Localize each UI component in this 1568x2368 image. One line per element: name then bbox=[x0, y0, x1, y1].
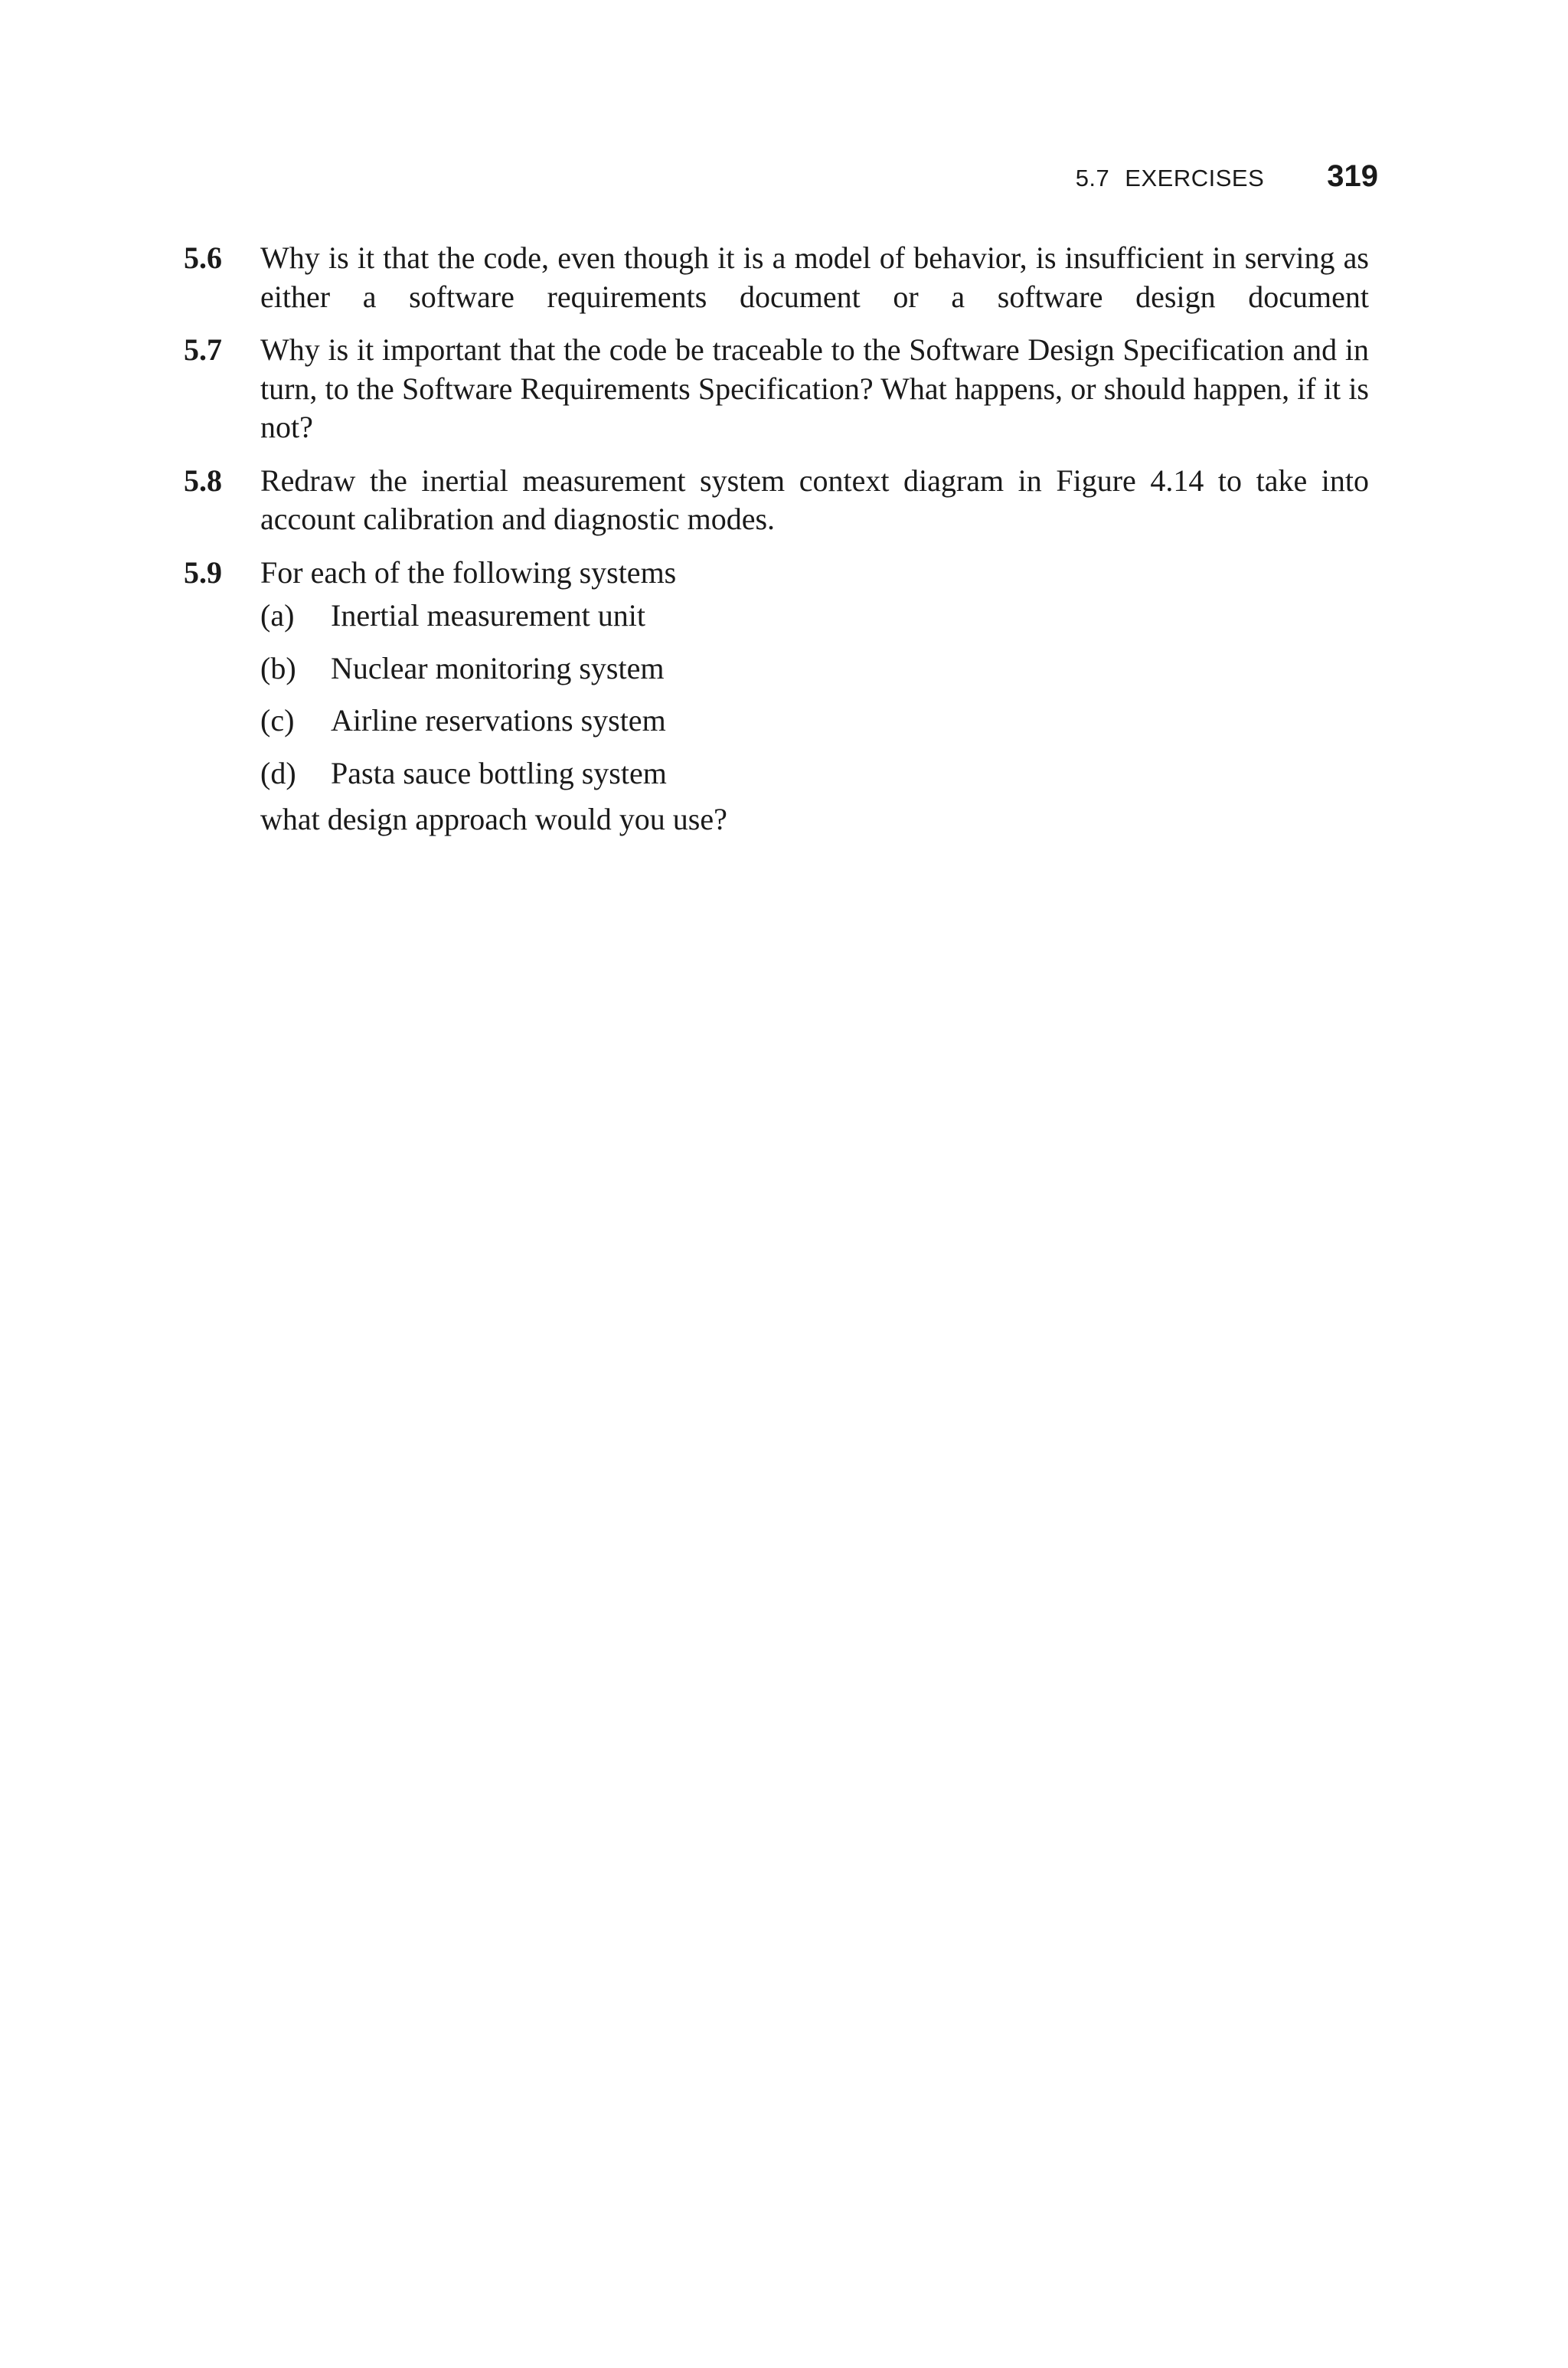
subitem-text: Inertial measurement unit bbox=[331, 598, 645, 633]
exercise-body bbox=[260, 462, 1369, 539]
subitem-label: (a) bbox=[260, 598, 295, 633]
subitem-c bbox=[260, 702, 1369, 741]
exercise-body bbox=[260, 239, 1369, 316]
subitem-label: (d) bbox=[260, 755, 296, 790]
exercise-text: Redraw the inertial measurement system context diagram in Figure 4.14 to take into account calibration and diagnostic modes. bbox=[260, 463, 1369, 536]
subitem-label: (c) bbox=[260, 703, 295, 738]
exercise-number: 5.7 bbox=[184, 332, 222, 367]
exercise-text: Why is it that the code, even though it is a model of behavior, is insufficient in serving as either a software requirements document or a software design document bbox=[260, 240, 1369, 314]
subitem-a bbox=[260, 597, 1369, 636]
subitem-label: (b) bbox=[260, 650, 296, 685]
exercise-text: For each of the following systems bbox=[260, 554, 677, 590]
exercise-body bbox=[260, 331, 1369, 447]
exercise-closing-text: what design approach would you use? bbox=[260, 802, 727, 836]
exercise-5-7 bbox=[184, 331, 1369, 447]
subitem-text: Airline reservations system bbox=[331, 703, 666, 738]
page-number: 319 bbox=[1327, 159, 1378, 193]
exercise-body bbox=[260, 554, 1369, 839]
subitem-text: Nuclear monitoring system bbox=[331, 650, 665, 685]
exercise-number: 5.9 bbox=[184, 554, 222, 590]
exercise-5-6 bbox=[184, 239, 1369, 316]
exercise-number: 5.8 bbox=[184, 463, 222, 498]
subitem-b bbox=[260, 649, 1369, 688]
exercise-5-8 bbox=[184, 462, 1369, 539]
exercise-number: 5.6 bbox=[184, 240, 222, 275]
exercise-5-9 bbox=[184, 554, 1369, 839]
exercise-text: Why is it important that the code be traceable to the Software Design Specification and in turn, to the Software Requirements Specification? What happens, or should happen, if it is not? bbox=[260, 332, 1369, 444]
exercise-list bbox=[184, 239, 1369, 854]
subitem-text: Pasta sauce bottling system bbox=[331, 755, 667, 790]
subitem-list bbox=[260, 597, 1369, 793]
running-head bbox=[1076, 159, 1378, 194]
subitem-d bbox=[260, 754, 1369, 793]
running-head-label: EXERCISES bbox=[1125, 165, 1265, 191]
running-head-section: 5.7 bbox=[1075, 165, 1110, 191]
